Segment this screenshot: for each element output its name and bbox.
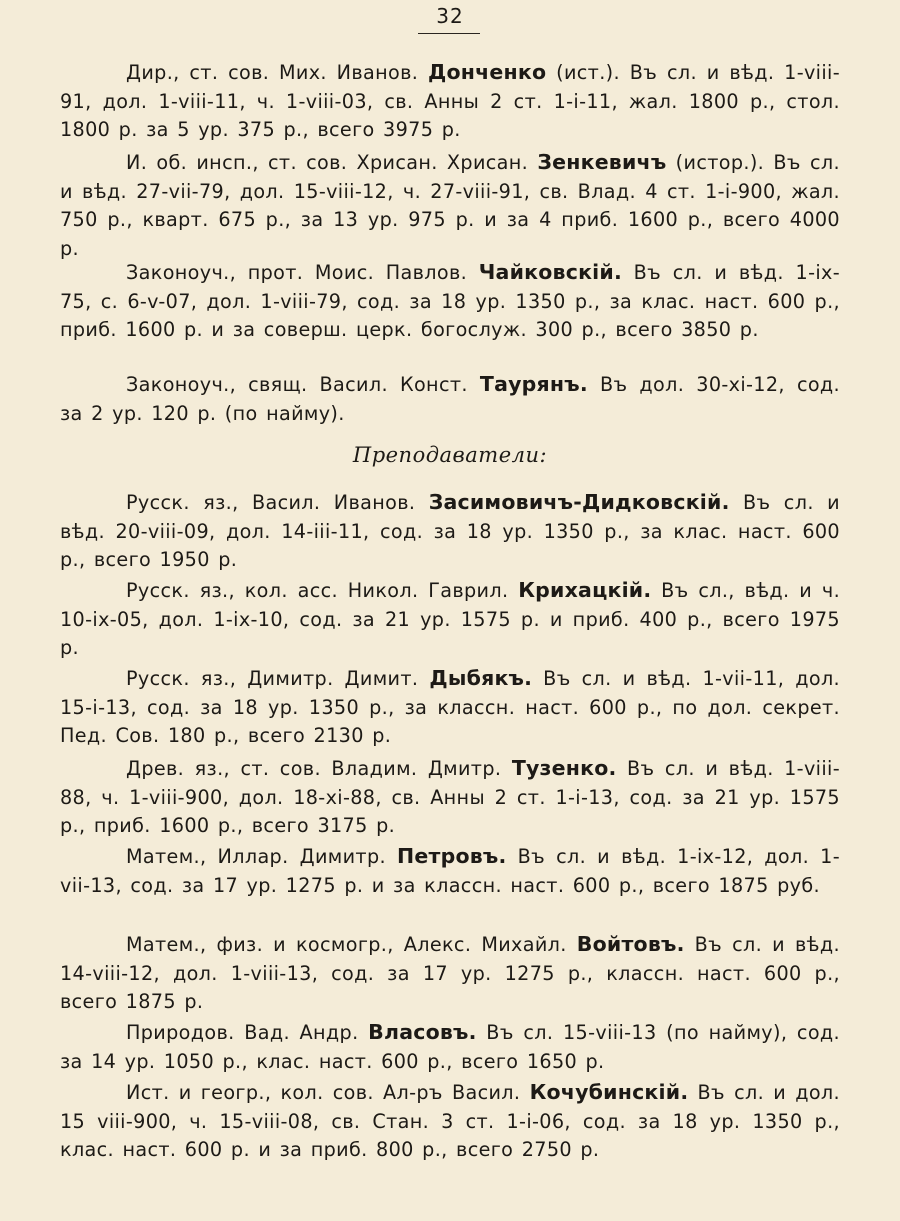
surname: Донченко — [428, 60, 547, 84]
entry-text: Законоуч., свящ. Васил. Конст. — [126, 373, 480, 396]
surname: Кочубинскій. — [529, 1080, 689, 1104]
entry-teacher-natural-science — [60, 1018, 840, 1076]
entry-text: (ист.). Въ сл. и вѣд. 1-viii-91, дол. 1-viii-11, ч. 1-viii-03, св. Анны 2 ст. 1-i-11, жал. 1800 р., стол. 1800 р. за 5 ур. 375 р., всего 3975 р. — [60, 61, 840, 141]
entry-text: И. об. инсп., ст. сов. Хрисан. Хрисан. — [126, 151, 538, 174]
entry-text: Въ дол. 30-xi-12, сод. за 2 ур. 120 р. (по найму). — [60, 373, 840, 425]
entry-text: Матем., Иллар. Димитр. — [126, 845, 398, 868]
entry-teacher-ancient-languages — [60, 754, 840, 841]
surname: Чайковскій. — [478, 260, 622, 284]
entry-text: Древ. яз., ст. сов. Владим. Дмитр. — [126, 757, 512, 780]
surname: Дыбякъ. — [429, 666, 533, 690]
entry-director — [60, 58, 840, 145]
entry-text: Законоуч., прот. Моис. Павлов. — [126, 261, 479, 284]
entry-teacher-russian-2 — [60, 576, 840, 663]
entry-text: Въ сл. и дол. 15 viii-900, ч. 15-viii-08, св. Стан. 3 ст. 1-i-06, сод. за 18 ур. 1350 р., клас. наст. 600 р. и за приб. 800 р., всего 2750 р. — [60, 1081, 840, 1161]
entry-text: Русск. яз., кол. асс. Никол. Гаврил. — [126, 579, 519, 602]
surname: Власовъ. — [368, 1020, 477, 1044]
entry-chaplain-2 — [60, 370, 840, 428]
entry-text: Русск. яз., Васил. Иванов. — [126, 491, 429, 514]
surname: Крихацкій. — [518, 578, 652, 602]
entry-text: Въ сл. и вѣд. 1-ix-12, дол. 1-vii-13, сод. за 17 ур. 1275 р. и за классн. наст. 600 р., всего 1875 руб. — [60, 845, 840, 897]
entry-text: (истор.). Въ сл. и вѣд. 27-vii-79, дол. 15-viii-12, ч. 27-viii-91, св. Влад. 4 ст. 1-i-900, жал. 750 р., кварт. 675 р., за 13 ур. 975 р. и за 4 приб. 1600 р., всего 4000 р. — [60, 151, 840, 260]
entry-chaplain-1 — [60, 258, 840, 345]
entry-teacher-history-geography — [60, 1078, 840, 1165]
entry-text: Въ сл. 15-viii-13 (по найму), сод. за 14 ур. 1050 р., клас. наст. 600 р., всего 1650 р. — [60, 1021, 840, 1073]
surname: Петровъ. — [397, 844, 507, 868]
entry-inspector — [60, 148, 840, 263]
surname: Зенкевичъ — [537, 150, 667, 174]
entry-text: Въ сл. и вѣд. 1-viii-88, ч. 1-viii-900, дол. 18-xi-88, св. Анны 2 ст. 1-i-13, сод. за 21 ур. 1575 р., приб. 1600 р., всего 3175 р. — [60, 757, 840, 837]
entry-text: Въ сл. и вѣд. 14-viii-12, дол. 1-viii-13, сод. за 17 ур. 1275 р., классн. наст. 600 р., всего 1875 р. — [60, 933, 840, 1013]
entry-text: Въ сл. и вѣд. 1-ix-75, с. 6-v-07, дол. 1-viii-79, сод. за 18 ур. 1350 р., за клас. наст. 600 р., приб. 1600 р. и за соверш. церк. богослуж. 300 р., всего 3850 р. — [60, 261, 841, 341]
section-heading-teachers: Преподаватели: — [352, 443, 548, 467]
entry-text: Матем., физ. и космогр., Алекс. Михайл. — [126, 933, 577, 956]
surname: Засимовичъ-Дидковскій. — [428, 490, 730, 514]
page-number-rule — [418, 33, 480, 34]
surname: Тузенко. — [511, 756, 617, 780]
entry-text: Ист. и геогр., кол. сов. Ал-ръ Васил. — [126, 1081, 530, 1104]
page-number: 32 — [436, 4, 464, 28]
entry-text: Дир., ст. сов. Мих. Иванов. — [126, 61, 429, 84]
entry-text: Русск. яз., Димитр. Димит. — [126, 667, 430, 690]
surname: Войтовъ. — [576, 932, 685, 956]
entry-teacher-math-1 — [60, 842, 840, 900]
entry-text: Въ сл. и вѣд. 1-vii-11, дол. 15-i-13, сод. за 18 ур. 1350 р., за классн. наст. 600 р., по дол. секрет. Пед. Сов. 180 р., всего 2130 р. — [60, 667, 841, 747]
surname: Таурянъ. — [479, 372, 588, 396]
entry-teacher-math-2 — [60, 930, 840, 1017]
entry-text: Въ сл. и вѣд. 20-viii-09, дол. 14-iii-11, сод. за 18 ур. 1350 р., за клас. наст. 600 р., всего 1950 р. — [60, 491, 840, 571]
entry-teacher-russian-3 — [60, 664, 840, 751]
entry-text: Въ сл., вѣд. и ч. 10-ix-05, дол. 1-ix-10, сод. за 21 ур. 1575 р. и приб. 400 р., всего 1975 р. — [60, 579, 841, 659]
entry-text: Природов. Вад. Андр. — [126, 1021, 369, 1044]
entry-teacher-russian-1 — [60, 488, 840, 575]
